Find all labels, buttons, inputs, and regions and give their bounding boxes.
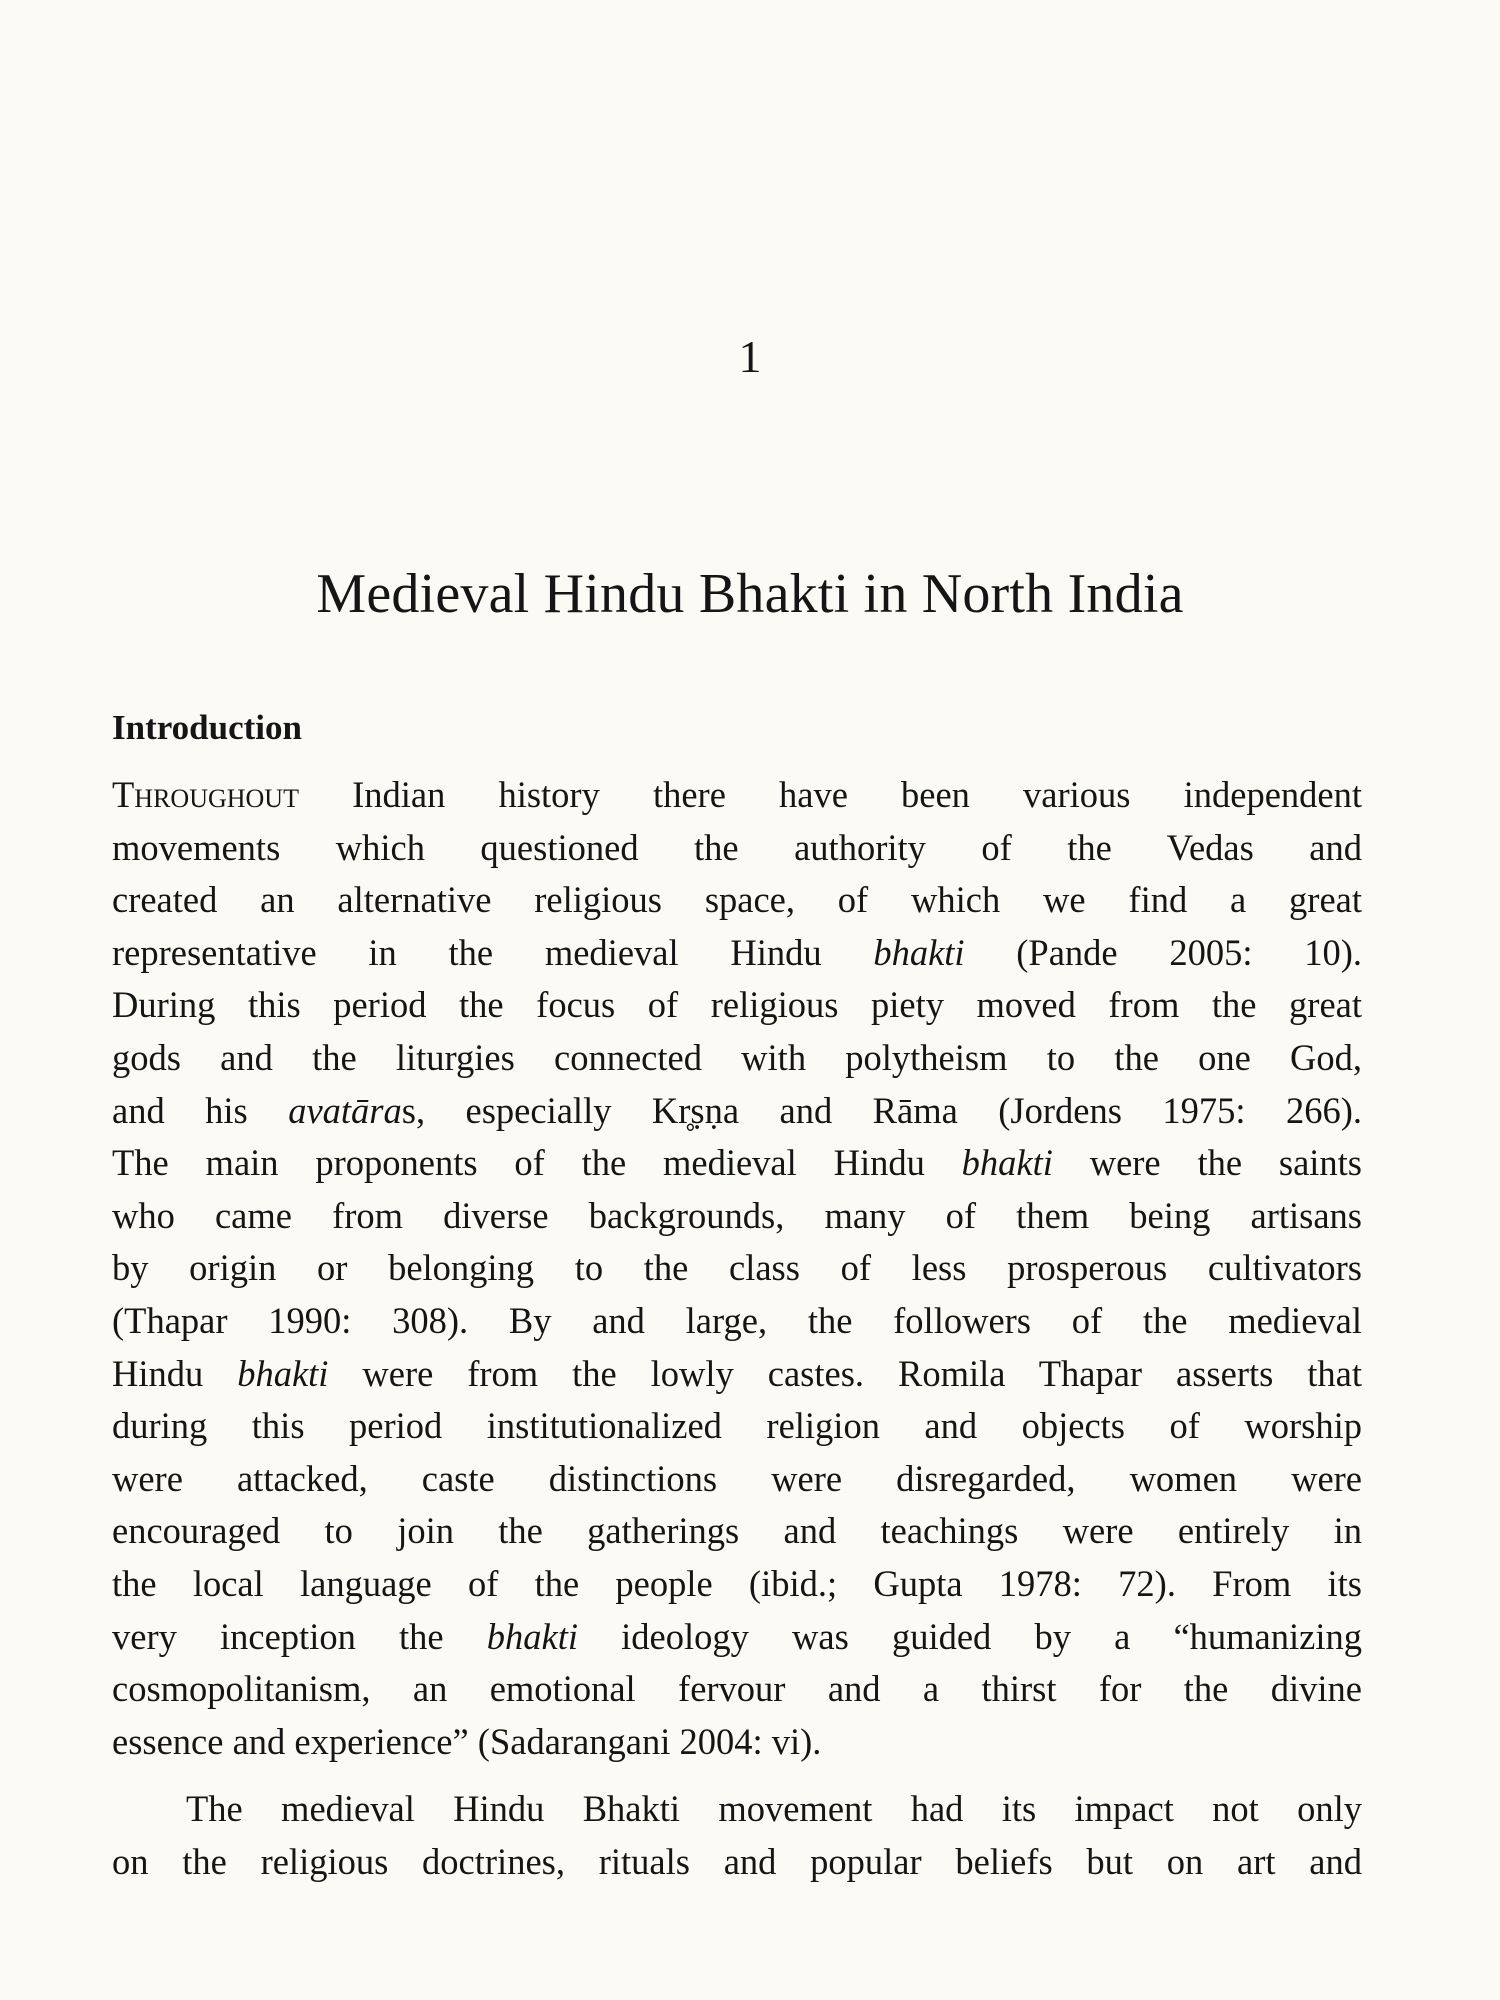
italic-term: bhakti xyxy=(961,1142,1053,1184)
text-run: (Pande 2005: 10). xyxy=(964,931,1362,973)
text-line xyxy=(112,1783,1362,1836)
text-line xyxy=(112,1453,1362,1506)
chapter-title: Medieval Hindu Bhakti in North India xyxy=(316,563,1184,625)
text-run: essence and experience” (Sadarangani 2004: vi). xyxy=(112,1720,822,1762)
text-run: The main proponents of the medieval Hindu xyxy=(112,1142,962,1184)
text-line xyxy=(112,769,1362,822)
text-run: the local language of the people (ibid.; Gupta 1978: 72). From its xyxy=(112,1562,1362,1604)
italic-term: bhakti xyxy=(486,1615,578,1657)
text-line xyxy=(112,822,1362,875)
text-run: Throughout xyxy=(112,774,299,815)
text-line xyxy=(112,1400,1362,1453)
text-run: were attacked, caste distinctions were disregarded, women were xyxy=(112,1457,1362,1499)
text-line xyxy=(112,1348,1362,1401)
text-run: ideology was guided by a “humanizing xyxy=(577,1615,1362,1657)
text-run: very inception the xyxy=(112,1615,487,1657)
text-run: The medieval Hindu Bhakti movement had its impact not only xyxy=(186,1788,1362,1830)
text-line xyxy=(112,1663,1362,1716)
text-run: Indian history there have been various independent xyxy=(298,774,1362,815)
text-line xyxy=(112,1085,1362,1138)
text-line xyxy=(112,1611,1362,1664)
text-line xyxy=(112,927,1362,980)
text-run: representative in the medieval Hindu xyxy=(112,931,874,973)
text-run: During this period the focus of religious piety moved from the great xyxy=(112,984,1362,1026)
paragraph xyxy=(112,769,1362,1768)
italic-term: avatāra xyxy=(288,1089,402,1131)
text-run: who came from diverse backgrounds, many of them being artisans xyxy=(112,1194,1362,1236)
text-line xyxy=(112,1716,1362,1769)
section-heading: Introduction xyxy=(112,708,302,747)
text-line xyxy=(112,1558,1362,1611)
text-line xyxy=(112,1032,1362,1085)
italic-term: bhakti xyxy=(873,931,965,973)
text-run: encouraged to join the gatherings and teachings were entirely in xyxy=(112,1510,1362,1552)
text-run: (Thapar 1990: 308). By and large, the followers of the medieval xyxy=(112,1299,1362,1341)
text-run: and his xyxy=(112,1089,289,1131)
text-run: gods and the liturgies connected with polytheism to the one God, xyxy=(112,1036,1362,1078)
italic-term: bhakti xyxy=(237,1352,329,1394)
text-run: by origin or belonging to the class of less prosperous cultivators xyxy=(112,1247,1362,1289)
text-line xyxy=(112,1836,1362,1889)
text-line xyxy=(112,1295,1362,1348)
text-run: were from the lowly castes. Romila Thapar asserts that xyxy=(328,1352,1363,1394)
text-run: cosmopolitanism, an emotional fervour and a thirst for the divine xyxy=(112,1668,1362,1710)
text-line xyxy=(112,1242,1362,1295)
text-run: movements which questioned the authority of the Vedas and xyxy=(112,826,1362,868)
chapter-number: 1 xyxy=(738,331,762,382)
text-run: Hindu xyxy=(112,1352,238,1394)
text-run: created an alternative religious space, of which we find a great xyxy=(112,879,1362,921)
text-run: on the religious doctrines, rituals and popular beliefs but on art and xyxy=(112,1840,1362,1882)
text-run: during this period institutionalized religion and objects of worship xyxy=(112,1405,1362,1447)
text-line xyxy=(112,979,1362,1032)
body-text xyxy=(112,769,1362,1888)
text-run: were the saints xyxy=(1052,1142,1363,1184)
text-line xyxy=(112,874,1362,927)
text-run: s, especially Kr̥ṣṇa and Rāma (Jordens 1975: 266). xyxy=(401,1089,1363,1131)
text-line xyxy=(112,1505,1362,1558)
text-line xyxy=(112,1190,1362,1243)
text-line xyxy=(112,1137,1362,1190)
paragraph xyxy=(112,1783,1362,1888)
